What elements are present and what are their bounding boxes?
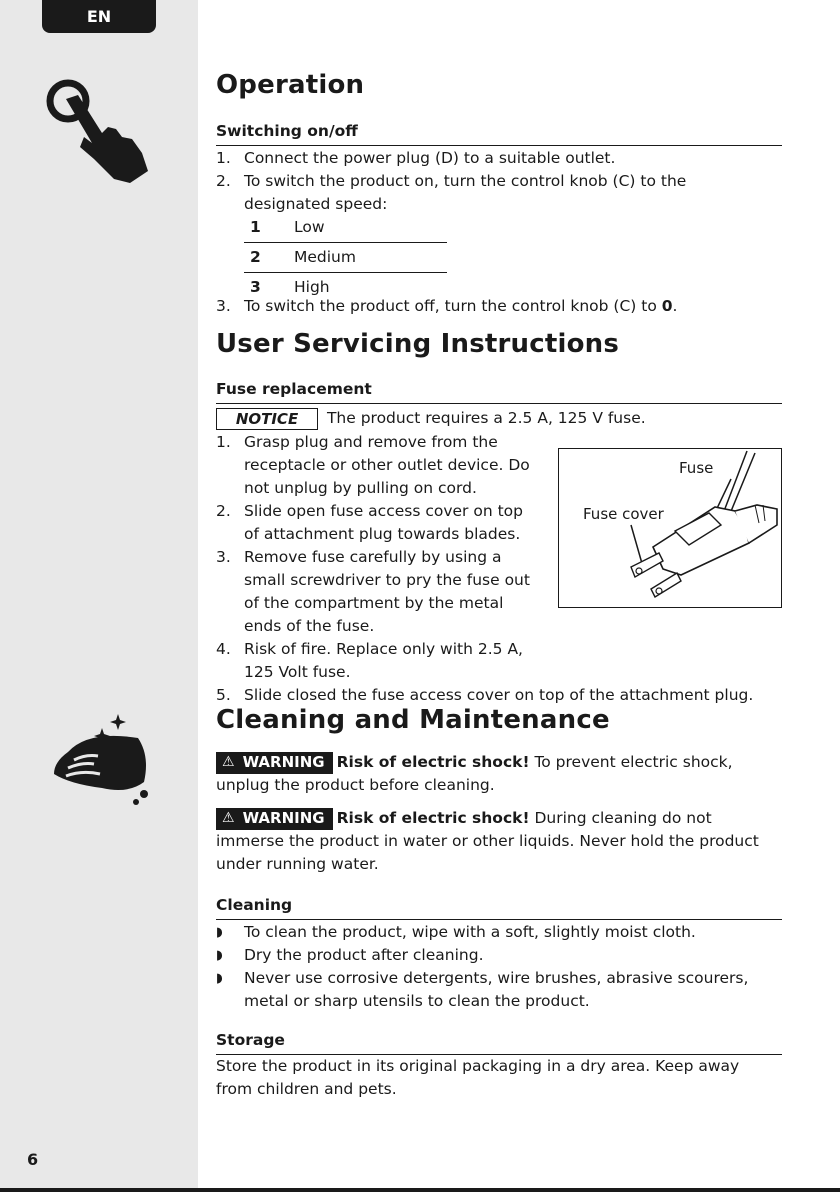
fuse-label: Fuse [679,459,714,477]
cleaning-bullets [216,921,782,1013]
step-bold-value: 0 [661,297,673,315]
speed-label: Medium [294,243,447,273]
list-item [216,944,782,967]
list-item [216,684,782,707]
step-text: To switch the product off, turn the control knob (C) to [244,297,662,315]
switching-steps [216,147,782,216]
step-number: 1. [216,149,231,167]
cleaning-title: Cleaning and Maintenance [216,705,610,735]
step-number: 3. [216,297,231,315]
warning-text: During cleaning do not immerse the product in water or other liquids. Never hold the product under running water. [216,809,759,873]
bullet-icon: ◗ [216,948,223,963]
step-end: . [672,297,678,315]
step-number: 5. [216,686,231,704]
warning-label: WARNING [242,753,325,771]
hand-tap-icon [44,75,154,189]
warning-bold: Risk of electric shock! [336,809,530,827]
step-text: Slide closed the fuse access cover on top of the attachment plug. [244,686,754,704]
fuse-heading: Fuse replacement [216,378,782,404]
notice-badge: NOTICE [216,408,318,430]
list-item [216,638,782,661]
bottom-rule [0,1188,840,1192]
warning-label: WARNING [242,809,325,827]
speed-label: Low [294,213,447,243]
speed-key: 1 [244,213,294,243]
step-text: To switch the product on, turn the control knob (C) to the designated speed: [244,172,687,213]
step-number: 1. [216,433,231,451]
table-row [244,213,447,243]
notice-text: The product requires a 2.5 A, 125 V fuse. [326,409,646,427]
step-text: of the compartment by the metal [244,594,504,612]
speed-label: High [294,278,330,296]
speed-key: 3 [250,278,261,296]
speed-key: 2 [244,243,294,273]
warning-text: To prevent electric shock, unplug the product before cleaning. [216,753,733,794]
bullet-icon: ◗ [216,925,223,940]
language-tab [42,0,156,33]
servicing-title: User Servicing Instructions [216,329,620,359]
list-item [216,295,782,318]
list-item [216,967,790,1013]
list-item [216,147,782,170]
warning-1 [216,751,782,797]
step-number: 4. [216,640,231,658]
step-text: Remove fuse carefully by using a [244,548,502,566]
notice-line [216,407,782,430]
step-text: receptacle or other outlet device. Do [244,456,530,474]
bullet-text: Never use corrosive detergents, wire brushes, abrasive scourers, metal or sharp utensils to clean the product. [244,969,749,1010]
step-text: Connect the power plug (D) to a suitable outlet. [244,149,616,167]
cleaning-heading: Cleaning [216,894,782,920]
step-text: ends of the fuse. [244,617,375,635]
warning-triangle-icon: ⚠ [222,810,235,826]
step-number: 2. [216,502,231,520]
list-item-continuation [216,615,782,638]
step-text: Risk of fire. Replace only with 2.5 A, [244,640,523,658]
language-label: EN [86,7,112,26]
step-text: small screwdriver to pry the fuse out [244,571,530,589]
warning-triangle-icon: ⚠ [222,754,235,770]
list-item-continuation [216,661,782,684]
step-number: 2. [216,172,231,190]
warning-2 [216,807,782,876]
bullet-text: Dry the product after cleaning. [244,946,484,964]
warning-badge [216,752,333,774]
step-text: not unplug by pulling on cord. [244,479,477,497]
fuse-cover-label: Fuse cover [583,505,664,523]
step-text: 125 Volt fuse. [244,663,351,681]
switching-step-3 [216,295,782,318]
bullet-text: To clean the product, wipe with a soft, slightly moist cloth. [244,923,696,941]
warning-bold: Risk of electric shock! [336,753,530,771]
speed-table [244,213,447,302]
storage-heading: Storage [216,1029,782,1055]
storage-text: Store the product in its original packaging in a dry area. Keep away from children and pets. [216,1057,740,1098]
switching-heading: Switching on/off [216,120,782,146]
list-item [216,921,782,944]
step-number: 3. [216,548,231,566]
bullet-icon: ◗ [216,971,223,986]
page-number: 6 [27,1150,39,1169]
step-text: Grasp plug and remove from the [244,433,498,451]
operation-title: Operation [216,70,365,100]
warning-badge [216,808,333,830]
list-item [216,170,744,216]
step-text: Slide open fuse access cover on top [244,502,523,520]
step-text: of attachment plug towards blades. [244,525,521,543]
hand-wipe-icon [48,712,158,816]
table-row [244,243,447,273]
fuse-diagram [558,448,782,608]
